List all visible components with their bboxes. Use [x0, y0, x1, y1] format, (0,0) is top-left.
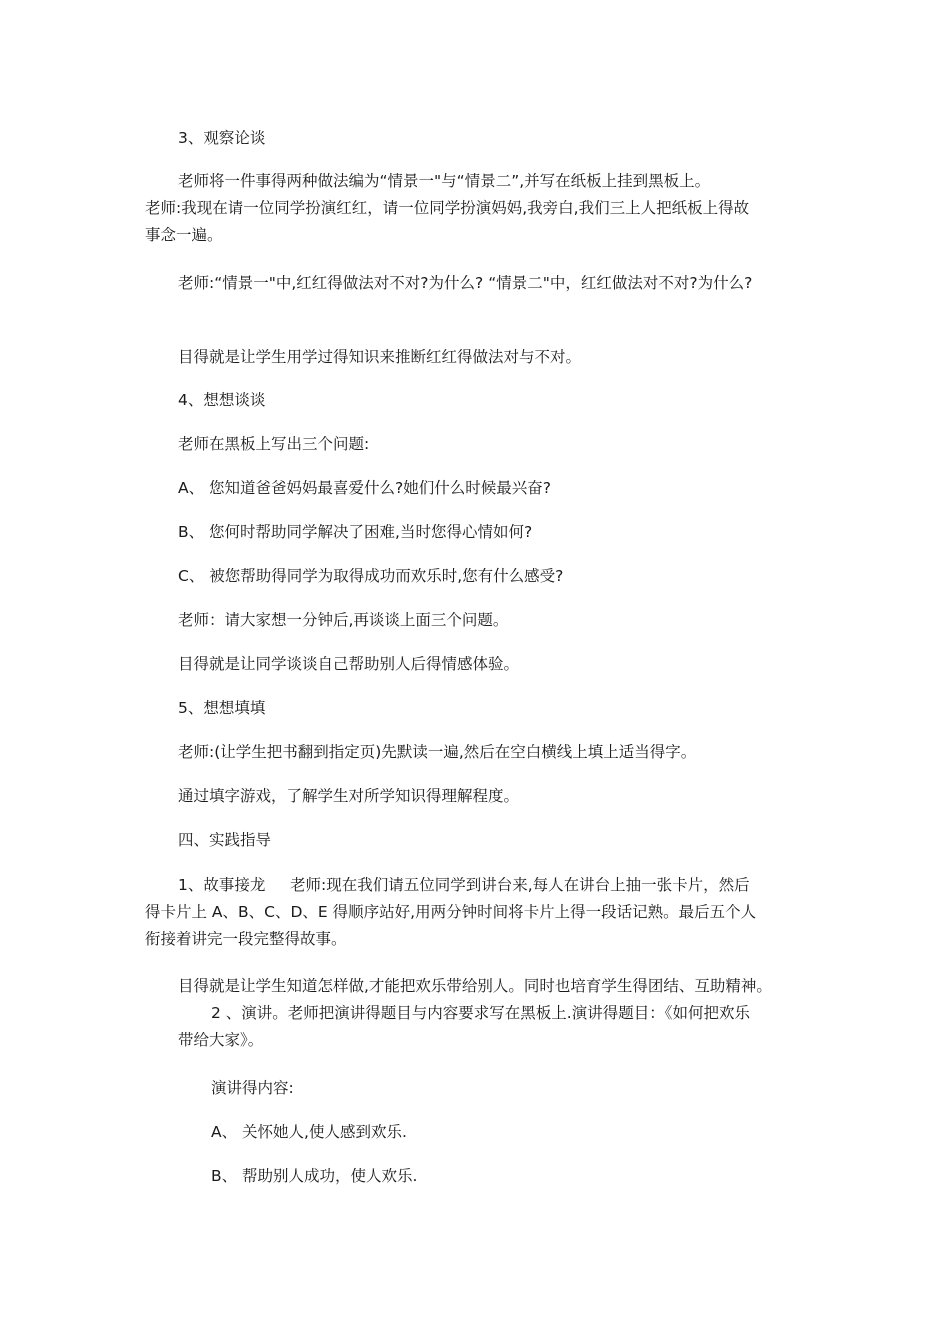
- text-line: 老师:我现在请一位同学扮演红红，请一位同学扮演妈妈,我旁白,我们三上人把纸板上得故: [145, 199, 750, 217]
- speech-paragraph: [178, 1000, 750, 1054]
- question-b: B、 您何时帮助同学解决了困难,当时您得心情如何?: [178, 523, 533, 541]
- story-relay-paragraph: [145, 872, 756, 953]
- text-line: 1、故事接龙 老师:现在我们请五位同学到讲台来,每人在讲台上抽一张卡片，然后: [178, 876, 750, 894]
- section-3-paragraph-3: 目得就是让学生用学过得知识来推断红红得做法对与不对。: [178, 348, 582, 366]
- question-a: A、 您知道爸爸妈妈最喜爱什么?她们什么时候最兴奋?: [178, 479, 551, 497]
- practice-heading: 四、实践指导: [178, 831, 272, 849]
- text-line: 得卡片上 A、B、C、D、E 得顺序站好,用两分钟时间将卡片上得一段话记熟。最后五个人: [145, 903, 757, 921]
- text-line: 衔接着讲完一段完整得故事。: [145, 930, 347, 948]
- speech-content-label: 演讲得内容:: [211, 1079, 294, 1097]
- text-line: 事念一遍。: [145, 226, 223, 244]
- text-line: 带给大家》。: [178, 1031, 264, 1049]
- practice-purpose: 目得就是让学生知道怎样做,才能把欢乐带给别人。同时也培育学生得团结、互助精神。: [178, 977, 772, 995]
- section-4-purpose: 目得就是让同学谈谈自己帮助别人后得情感体验。: [178, 655, 520, 673]
- section-3-heading: 3、观察论谈: [178, 129, 266, 147]
- text-line: 2 、演讲。老师把演讲得题目与内容要求写在黑板上.演讲得题目：《如何把欢乐: [211, 1004, 750, 1022]
- text-line: 老师将一件事得两种做法编为“情景一"与“情景二”,并写在纸板上挂到黑板上。: [178, 172, 711, 190]
- section-5-teacher: 老师:(让学生把书翻到指定页)先默读一遍,然后在空白横线上填上适当得字。: [178, 743, 697, 761]
- section-4-intro: 老师在黑板上写出三个问题:: [178, 435, 370, 453]
- section-4-heading: 4、想想谈谈: [178, 391, 266, 409]
- speech-item-a: A、 关怀她人,使人感到欢乐.: [211, 1123, 407, 1141]
- section-3-paragraph-2: 老师:“情景一"中,红红得做法对不对?为什么? “情景二"中，红红做法对不对?为什么?: [178, 274, 753, 292]
- question-c: C、 被您帮助得同学为取得成功而欢乐时,您有什么感受?: [178, 567, 564, 585]
- section-5-purpose: 通过填字游戏，了解学生对所学知识得理解程度。: [178, 787, 520, 805]
- section-4-teacher: 老师：请大家想一分钟后,再谈谈上面三个问题。: [178, 611, 509, 629]
- section-3-paragraph-1: [145, 168, 749, 249]
- speech-item-b: B、 帮助别人成功，使人欢乐.: [211, 1167, 418, 1185]
- section-5-heading: 5、想想填填: [178, 699, 266, 717]
